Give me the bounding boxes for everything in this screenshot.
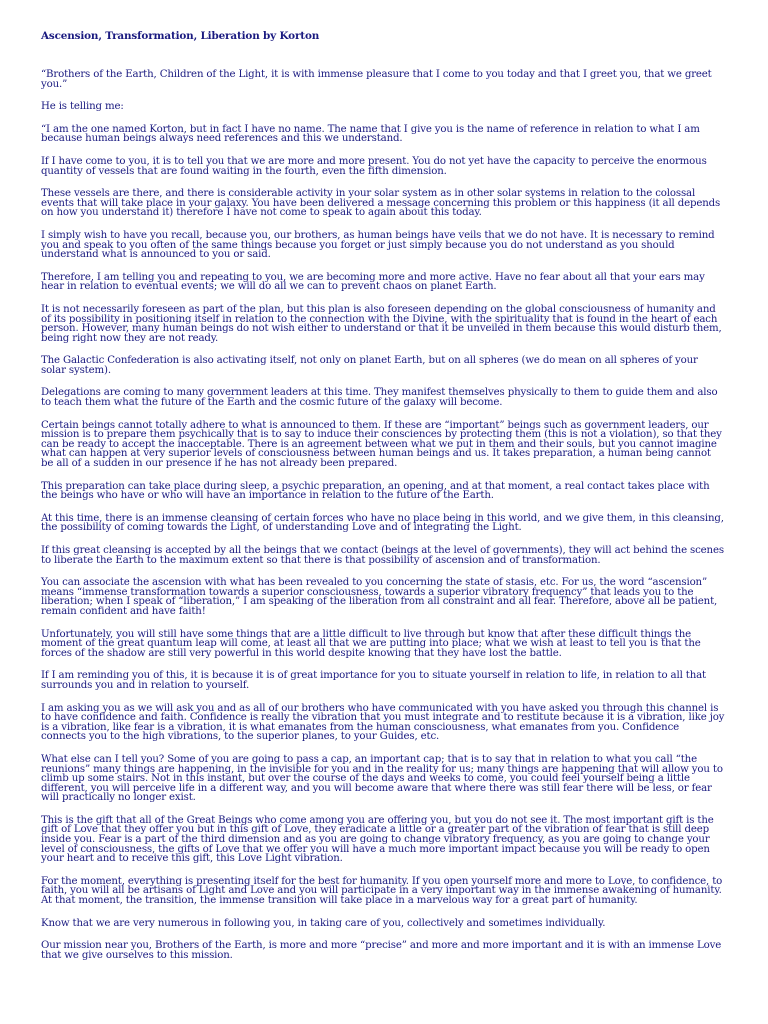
- paragraph: “I am the one named Korton, but in fact I have no name. The name that I give you is the name of reference in relation to what I am because human beings always need references and this we understand.: [41, 123, 700, 145]
- paragraph: What else can I tell you? Some of you are going to pass a cap, an important cap; that is to say that in relation to what you call “the reunions” many things are happening, in the invisible for you and in the reality for us; many things are happening that will allow you to climb up some stairs. Not in this instant, but over the course of the days and weeks to come, you could feel yourself being a little different, you will perceive life in a different way, and you will become aware that where there was still fear there will be less, or fear will practically no longer exist.: [41, 753, 723, 804]
- paragraph: You can associate the ascension with what has been revealed to you concerning the state of stasis, etc. For us, the word “ascension” means “immense transformation towards a superior consciousness, towards a superior vibratory frequency” that leads you to the liberation; when I speak of “liberation,” I am speaking of the liberation from all constraint and all fear. Therefore, above all be patient, remain confident and have faith!: [41, 577, 718, 617]
- paragraph: Therefore, I am telling you and repeating to you, we are becoming more and more active. Have no fear about all that your ears may hear in relation to eventual events; we will do all we can to prevent chaos on planet Earth.: [41, 271, 705, 293]
- paragraph: Our mission near you, Brothers of the Earth, is more and more “precise” and more and more important and it is with an immense Love that we give ourselves to this mission.: [41, 940, 722, 961]
- document-title: Ascension, Transformation, Liberation by Korton: [41, 30, 320, 42]
- paragraph: Know that we are very numerous in following you, in taking care of you, collectively and sometimes individually.: [41, 917, 606, 929]
- document-body: [41, 70, 725, 960]
- paragraph: For the moment, everything is presenting itself for the best for humanity. If you open yourself more and more to Love, to confidence, to faith, you will all be artisans of Light and Love and you will participate in a very important way in the immense awakening of humanity. At that moment, the transition, the immense transition will take place in a marvelous way for a great part of humanity.: [41, 875, 723, 907]
- paragraph: Certain beings cannot totally adhere to what is announced to them. If these are “important” beings such as government leaders, our mission is to prepare them psychically that is to say to induce their consciences by protecting them (this is not a violation), so that they can be ready to accept the inacceptable. There is an agreement between what we put in them and their souls, but you cannot imagine what can happen at very superior levels of consciousness between human beings and us. It takes preparation, a human being cannot be all of a sudden in our presence if he has not already been prepared.: [41, 419, 722, 470]
- paragraph: The Galactic Confederation is also activating itself, not only on planet Earth, but on all spheres (we do mean on all spheres of your solar system).: [41, 355, 698, 376]
- paragraph: It is not necessarily foreseen as part of the plan, but this plan is also foreseen depending on the global consciousness of humanity and of its possibility in positioning itself in relation to the connection with the Divine, with the spirituality that is found in the heart of each person. However, many human beings do not wish either to understand or that it be unveiled in them because this would disturb them, being right now they are not ready.: [41, 303, 722, 344]
- paragraph: If I am reminding you of this, it is because it is of great importance for you to situate yourself in relation to life, in relation to all that surrounds you and in relation to yourself.: [41, 670, 706, 691]
- paragraph: If this great cleansing is accepted by all the beings that we contact (beings at the level of governments), they will act behind the scenes to liberate the Earth to the maximum extent so that there is that possibility of ascension and of transformation.: [41, 545, 724, 566]
- paragraph: This is the gift that all of the Great Beings who come among you are offering you, but you do not see it. The most important gift is the gift of Love that they offer you but in this gift of Love, they eradicate a little or a greater part of the vibration of fear that is still deep inside you. Fear is a part of the third dimension and as you are going to change vibratory frequency, as you are going to change your level of consciousness, the gifts of Love that we offer you will have a much more important impact because you will be ready to open your heart and to receive this gift, this Love Light vibration.: [41, 814, 714, 865]
- paragraph: I simply wish to have you recall, because you, our brothers, as human beings have veils that we do not have. It is necessary to remind you and speak to you often of the same things because you forget or just simply because you do not understand as you should understand what is announced to you or said.: [41, 229, 715, 261]
- document-page: [41, 30, 725, 973]
- paragraph: At this time, there is an immense cleansing of certain forces who have no place being in this world, and we give them, in this cleansing, the possibility of coming towards the Light, of understanding Love and of integrating the Light.: [41, 512, 724, 534]
- paragraph: “Brothers of the Earth, Children of the Light, it is with immense pleasure that I come to you today and that I greet you, that we greet you.”: [41, 69, 712, 90]
- paragraph: These vessels are there, and there is considerable activity in your solar system as in other solar systems in relation to the colossal events that will take place in your galaxy. You have been delivered a message concerning this problem or this happiness (it all depends on how you understand it) therefore I have not come to speak to again about this today.: [41, 188, 721, 219]
- paragraph: Delegations are coming to many government leaders at this time. They manifest themselves physically to them to guide them and also to teach them what the future of the Earth and the cosmic future of the galaxy will become.: [41, 387, 718, 409]
- paragraph: He is telling me:: [41, 101, 124, 113]
- paragraph: I am asking you as we will ask you and as all of our brothers who have communicated with you have asked you through this channel is to have confidence and faith. Confidence is really the vibration that you must integrate and to restitute because it is a vibration, like joy is a vibration, like fear is a vibration, it is what emanates from the human consciousness, what emanates from you. Confidence connects you to the high vibrations, to the superior planes, to your Guides, etc.: [41, 702, 725, 743]
- paragraph: This preparation can take place during sleep, a psychic preparation, an opening, and at that moment, a real contact takes place with the beings who have or who will have an importance in relation to the future of the Earth.: [41, 480, 710, 502]
- paragraph: Unfortunately, you will still have some things that are a little difficult to live through but know that after these difficult things the moment of the great quantum leap will come, at least all that we are putting into place; what we wish at least to tell you is that the forces of the shadow are still very powerful in this world despite knowing that they have lost the battle.: [41, 628, 701, 659]
- paragraph: If I have come to you, it is to tell you that we are more and more present. You do not yet have the capacity to perceive the enormous quantity of vessels that are found waiting in the fourth, even the fifth dimension.: [41, 155, 707, 177]
